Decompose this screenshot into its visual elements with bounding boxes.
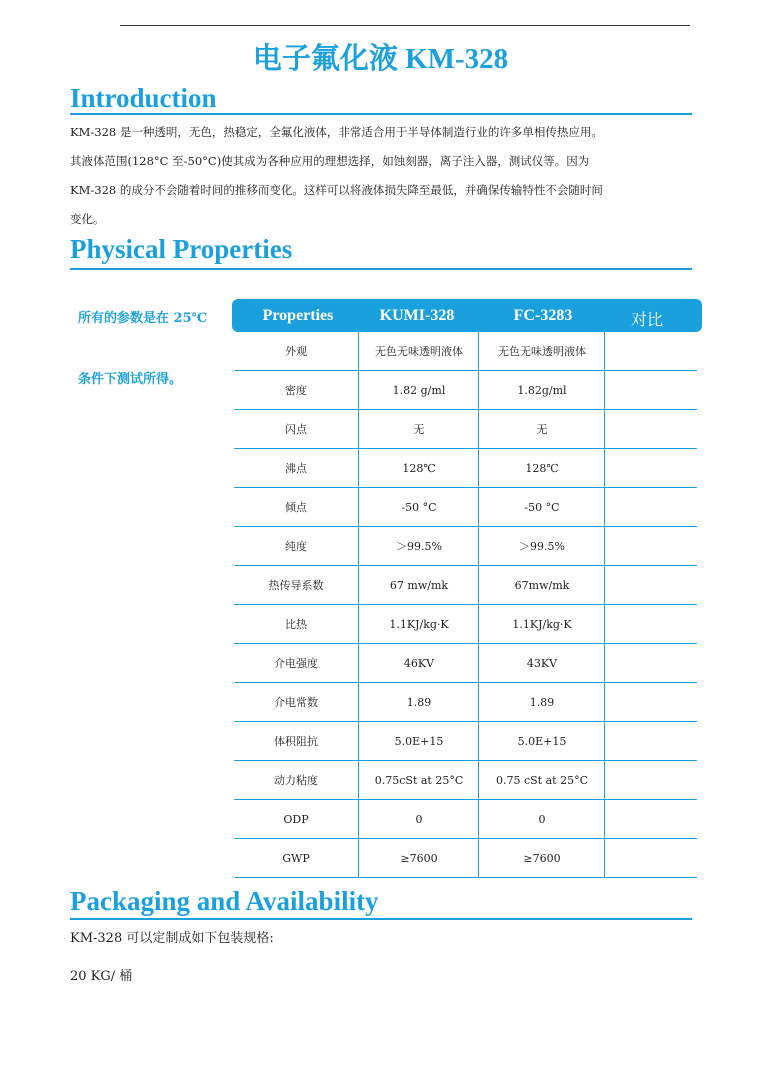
table-row xyxy=(234,527,697,566)
property-name-cell: 热传导系数 xyxy=(234,566,359,604)
packaging-text: KM-328 可以定制成如下包装规格: xyxy=(70,931,274,946)
compare-cell xyxy=(606,527,697,565)
fc-3283-cell: ＞99.5% xyxy=(480,527,605,565)
table-row xyxy=(234,722,697,761)
kumi-328-cell: 46KV xyxy=(360,644,479,682)
table-row xyxy=(234,449,697,488)
top-rule xyxy=(120,25,690,26)
kumi-328-cell: ≥7600 xyxy=(360,839,479,877)
kumi-328-cell: 67 mw/mk xyxy=(360,566,479,604)
compare-cell xyxy=(606,488,697,526)
test-condition-note: 所有的参数是在 25℃ xyxy=(78,311,208,326)
compare-cell xyxy=(606,722,697,760)
intro-rule xyxy=(70,113,692,115)
table-row xyxy=(234,644,697,683)
fc-3283-cell: ≥7600 xyxy=(480,839,605,877)
intro-line: 其液体范围(128°C 至-50°C)使其成为各种应用的理想选择，如蚀刻器，离子注入器，测试仪等。因为 xyxy=(70,154,590,168)
property-name-cell: 闪点 xyxy=(234,410,359,448)
properties-table-body xyxy=(234,332,697,878)
fc-3283-cell: 无色无味透明液体 xyxy=(480,332,605,370)
compare-cell xyxy=(606,371,697,409)
table-row xyxy=(234,488,697,527)
property-name-cell: 体积阻抗 xyxy=(234,722,359,760)
test-condition-note: 条件下测试所得。 xyxy=(78,372,183,387)
packaging-size: 20 KG/ 桶 xyxy=(70,969,133,984)
compare-cell xyxy=(606,644,697,682)
physical-rule xyxy=(70,268,692,270)
fc-3283-cell: 无 xyxy=(480,410,605,448)
fc-3283-cell: 0.75 cSt at 25°C xyxy=(480,761,605,799)
table-row xyxy=(234,566,697,605)
property-name-cell: 倾点 xyxy=(234,488,359,526)
property-name-cell: 纯度 xyxy=(234,527,359,565)
compare-cell xyxy=(606,839,697,877)
fc-3283-cell: -50 °C xyxy=(480,488,605,526)
header-compare: 对比 xyxy=(630,310,663,329)
fc-3283-cell: 5.0E+15 xyxy=(480,722,605,760)
table-row xyxy=(234,839,697,878)
compare-cell xyxy=(606,449,697,487)
kumi-328-cell: 无 xyxy=(360,410,479,448)
property-name-cell: GWP xyxy=(234,839,359,877)
property-name-cell: 密度 xyxy=(234,371,359,409)
packaging-rule xyxy=(70,918,692,920)
kumi-328-cell: 0 xyxy=(360,800,479,838)
property-name-cell: 动力粘度 xyxy=(234,761,359,799)
header-kumi-328: KUMI-328 xyxy=(379,307,455,324)
property-name-cell: 沸点 xyxy=(234,449,359,487)
fc-3283-cell: 67mw/mk xyxy=(480,566,605,604)
kumi-328-cell: 1.89 xyxy=(360,683,479,721)
packaging-heading: Packaging and Availability xyxy=(70,886,379,916)
intro-paragraph xyxy=(70,118,692,234)
kumi-328-cell: 1.82 g/ml xyxy=(360,371,479,409)
property-name-cell: ODP xyxy=(234,800,359,838)
fc-3283-cell: 0 xyxy=(480,800,605,838)
compare-cell xyxy=(606,800,697,838)
kumi-328-cell: 5.0E+15 xyxy=(360,722,479,760)
intro-line: KM-328 是一种透明，无色，热稳定，全氟化液体，非常适合用于半导体制造行业的许多单相传热应用。 xyxy=(70,125,603,139)
property-name-cell: 介电强度 xyxy=(234,644,359,682)
header-fc-3283: FC-3283 xyxy=(513,307,573,324)
property-name-cell: 介电常数 xyxy=(234,683,359,721)
kumi-328-cell: 1.1KJ/kg·K xyxy=(360,605,479,643)
table-row xyxy=(234,800,697,839)
properties-table-header xyxy=(232,299,702,332)
fc-3283-cell: 1.82g/ml xyxy=(480,371,605,409)
compare-cell xyxy=(606,332,697,370)
compare-cell xyxy=(606,761,697,799)
fc-3283-cell: 1.89 xyxy=(480,683,605,721)
compare-cell xyxy=(606,683,697,721)
fc-3283-cell: 43KV xyxy=(480,644,605,682)
physical-heading: Physical Properties xyxy=(70,234,293,264)
intro-line: KM-328 的成分不会随着时间的推移而变化。这样可以将液体损失降至最低，并确保传输特性不会随时间 xyxy=(70,183,603,197)
document-title: 电子氟化液 KM-328 xyxy=(252,43,509,75)
header-properties: Properties xyxy=(262,307,334,324)
table-row xyxy=(234,332,697,371)
table-row xyxy=(234,371,697,410)
intro-line: 变化。 xyxy=(70,212,105,226)
intro-heading: Introduction xyxy=(70,83,217,113)
kumi-328-cell: ＞99.5% xyxy=(360,527,479,565)
fc-3283-cell: 1.1KJ/kg·K xyxy=(480,605,605,643)
property-name-cell: 比热 xyxy=(234,605,359,643)
fc-3283-cell: 128℃ xyxy=(480,449,605,487)
kumi-328-cell: 0.75cSt at 25°C xyxy=(360,761,479,799)
kumi-328-cell: -50 °C xyxy=(360,488,479,526)
kumi-328-cell: 无色无味透明液体 xyxy=(360,332,479,370)
kumi-328-cell: 128℃ xyxy=(360,449,479,487)
table-row xyxy=(234,683,697,722)
compare-cell xyxy=(606,605,697,643)
table-row xyxy=(234,410,697,449)
property-name-cell: 外观 xyxy=(234,332,359,370)
table-row xyxy=(234,605,697,644)
table-row xyxy=(234,761,697,800)
compare-cell xyxy=(606,566,697,604)
compare-cell xyxy=(606,410,697,448)
